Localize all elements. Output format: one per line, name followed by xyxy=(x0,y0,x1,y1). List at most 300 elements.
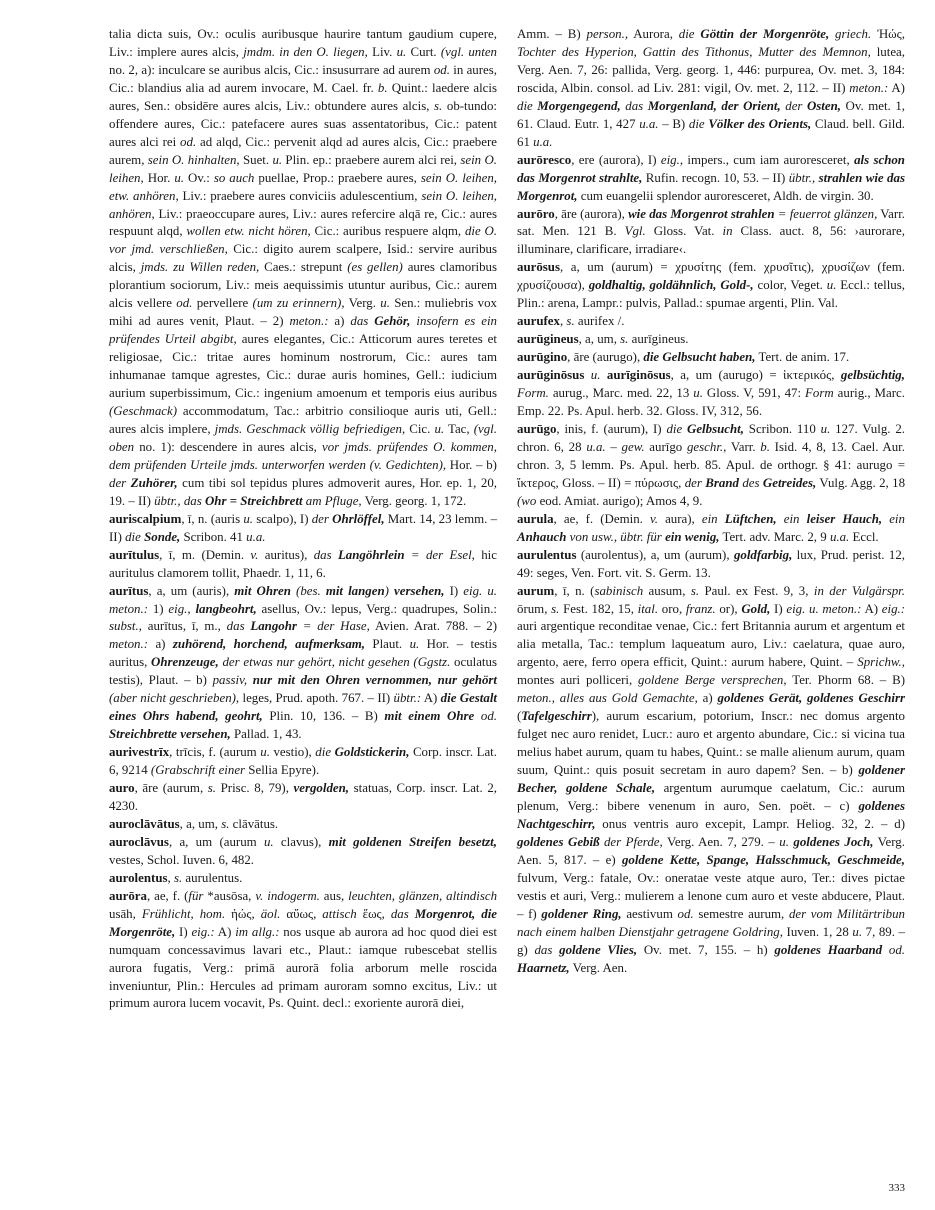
entry-text: , ae, f. ( xyxy=(146,888,189,903)
italic-text: übtr., das xyxy=(154,493,205,508)
italic-text: u. xyxy=(272,152,283,167)
lemma: auroclāvus xyxy=(109,834,169,849)
dictionary-entry xyxy=(109,780,497,816)
translation: Göttin der Morgenröte, xyxy=(700,27,830,41)
italic-text: das xyxy=(313,547,338,562)
italic-text: (es gellen) xyxy=(347,260,403,275)
entry-text: Verg. Aen. 7, 279. – xyxy=(662,834,780,849)
italic-text: = der Hase, xyxy=(296,619,370,634)
entry-text: pervellere xyxy=(192,296,253,311)
dictionary-entry xyxy=(109,583,497,745)
entry-text: color, Veget. xyxy=(753,278,827,293)
entry-text: accommodatum, Tac.: arbitrio consilioque auris uti, Gell.: aures alcis implere, xyxy=(109,404,497,436)
italic-text: s. xyxy=(221,816,230,831)
italic-text: ein xyxy=(776,511,807,526)
italic-text: der Pferde, xyxy=(599,834,663,849)
entry-text: a) xyxy=(697,691,718,706)
italic-text: Sprichw., xyxy=(857,655,905,670)
entry-text: Claud. bell. Gild. 61 xyxy=(517,116,905,149)
italic-text: jmds. Geschmack völlig befriedigen, xyxy=(214,421,406,436)
italic-text: insofern es ein prüfendes Urteil abgibt, xyxy=(109,314,497,347)
italic-text: übtr.: xyxy=(393,691,422,706)
entry-text: semestre aurum, xyxy=(693,906,789,921)
entry-text: – B) xyxy=(658,116,689,131)
italic-text: des xyxy=(738,475,763,490)
italic-text: in xyxy=(722,224,733,239)
italic-text: jmds. zu Willen reden, xyxy=(140,260,260,275)
entry-text: aures clamoribus plorantium sociorum, Liv.: meis aequissimis utuntur auribus, Cic.: aurem alcis vellere xyxy=(109,260,498,311)
translation: Ohrenzeuge, xyxy=(151,655,219,670)
entry-text: usāh, xyxy=(109,906,142,921)
entry-text: aurīgo xyxy=(644,439,687,454)
dictionary-entry xyxy=(109,888,497,1014)
italic-text: s. xyxy=(434,98,443,113)
dictionary-entry xyxy=(109,744,497,780)
translation: goldene Kette, Spange, Halsschmuck, Geschmeide, xyxy=(621,852,905,867)
translation: goldenes Haarband xyxy=(774,942,883,957)
translation: gelbsüchtig, xyxy=(840,368,905,383)
translation: Haarnetz, xyxy=(517,960,570,975)
italic-text: das xyxy=(534,942,560,957)
lemma: aurītulus xyxy=(109,547,160,562)
entry-text: Corp. inscr. Lat. 6, 9214 xyxy=(109,745,497,778)
entry-text: aurig., Marc. Emp. 22. Ps. Apul. herb. 32. Gloss. IV, 312, 56. xyxy=(517,386,905,419)
translation: Brand xyxy=(705,475,739,490)
entry-text: Eccl. xyxy=(849,529,879,544)
entry-text: , ī, n. (auris xyxy=(181,511,244,526)
entry-text: Class. auct. 8, 56: ›aurorare, illuminare, clarificare, irradiare‹. xyxy=(517,224,905,257)
italic-text: u.a. xyxy=(639,116,659,131)
italic-text: u. xyxy=(693,386,703,401)
translation: ein wenig, xyxy=(665,529,720,544)
entry-text: Sellia Epyre). xyxy=(245,763,320,778)
italic-text: das xyxy=(350,314,375,329)
translation: Lüftchen, xyxy=(724,511,777,526)
entry-text: aurifex /. xyxy=(574,314,625,329)
entry-text: cum tibi sol tepidus plures admoverit aures, Hor. ep. 1, 20, 19. – II) xyxy=(109,475,498,508)
entry-text: , inis, f. (aurum), I) xyxy=(556,421,667,436)
lemma: aurula xyxy=(517,511,554,526)
entry-text: Verg. xyxy=(344,296,381,311)
entry-text: vestes, Schol. Iuven. 6, 482. xyxy=(109,852,255,867)
translation: mit einem Ohre xyxy=(384,709,475,724)
italic-text: od. xyxy=(180,134,197,149)
translation: als schon das Morgenrot strahlte, xyxy=(517,152,905,185)
italic-text: (um zu erinnern), xyxy=(252,296,345,311)
entry-text: aurīgineus. xyxy=(628,332,689,347)
translation: Goldstickerin, xyxy=(334,745,410,760)
italic-text: s. xyxy=(207,781,217,796)
italic-text: ein xyxy=(701,511,725,526)
lemma: aurum xyxy=(517,583,555,598)
italic-text: der xyxy=(780,98,807,113)
dictionary-entry xyxy=(517,583,905,978)
italic-text: goldene Berge versprechen, xyxy=(638,673,787,688)
entry-text: 7, 89. – g) xyxy=(517,924,905,957)
dictionary-entry xyxy=(517,331,905,349)
entry-text: Plin. ep.: praebere aurem alci rei, xyxy=(282,152,461,167)
entry-text: Paul. ex Fest. 9, 3, xyxy=(699,583,814,598)
translation: Getreides, xyxy=(762,475,817,490)
italic-text: b. xyxy=(760,439,770,454)
entry-text: Ἠώς, xyxy=(871,27,905,41)
entry-text: puellae, Prop.: praebere aures, xyxy=(254,170,421,185)
lemma: aurōresco xyxy=(517,152,572,167)
italic-text: meton.: xyxy=(849,80,889,95)
italic-text: s. xyxy=(173,870,183,885)
entry-text: Ov.: xyxy=(184,170,214,185)
entry-text: A) xyxy=(421,691,441,706)
translation: goldener Becher, goldene Schale, xyxy=(517,763,905,796)
entry-text: Hor. xyxy=(143,170,175,185)
italic-text: Tochter des Hyperion, Gattin des Tithonus, Mutter des Memnon, xyxy=(517,44,871,59)
lemma: aurufex xyxy=(517,314,560,329)
dictionary-entry xyxy=(109,870,497,888)
dictionary-entry xyxy=(517,259,905,313)
entry-text: Verg. Aen. 5, 817. – e) xyxy=(517,834,905,867)
entry-text: , ī, m. (Demin. xyxy=(159,547,251,562)
translation: Völker des Orients, xyxy=(708,116,812,131)
dictionary-entry xyxy=(109,26,497,511)
translation: die Gestalt eines Ohrs habend, geohrt, xyxy=(109,691,497,724)
lemma: aurōro xyxy=(517,206,555,221)
dictionary-entry xyxy=(517,511,905,547)
translation: Osten, xyxy=(806,98,842,113)
entry-text: aurug., Marc. med. 22, 13 xyxy=(548,386,694,401)
entry-text: I) xyxy=(444,583,464,598)
entry-text: aus, xyxy=(319,888,349,903)
entry-text: Scribon. 110 xyxy=(743,421,821,436)
italic-text: u. xyxy=(779,834,789,849)
translation: Morgenrot, die Morgenröte, xyxy=(109,906,498,939)
entry-text: Isid. 4, 8, 13. Cael. Aur. chron. 3, 5 lemm. Ps. Apul. herb. 85. Apul. de orthogr. § 41: aurugo = ἴκτερος, Gloss. – II) = πύρωσις, xyxy=(517,439,905,490)
translation: Ohrlöffel, xyxy=(332,511,385,526)
italic-text: eig.: xyxy=(881,601,906,616)
entry-text: Tert. adv. Marc. 2, 9 xyxy=(719,529,830,544)
italic-text: u. xyxy=(260,745,270,760)
italic-text: sein O. leihen, etw. anhören, xyxy=(109,170,497,203)
entry-text: ad alqd, Cic.: pervenit alqd ad aures alcis, Cic.: praebere aurem, xyxy=(109,134,497,167)
entry-text: Iuven. 1, 28 xyxy=(782,924,853,939)
dictionary-entry xyxy=(517,206,905,260)
italic-text: od. xyxy=(882,942,905,957)
entry-text: (aurolentus), a, um (aurum), xyxy=(576,547,734,562)
entry-text: Pallad. 1, 43. xyxy=(230,727,302,742)
italic-text: ein xyxy=(882,511,905,526)
entry-text: Plin. 10, 136. – B) xyxy=(262,709,385,724)
translation: versehen, xyxy=(394,583,445,598)
italic-text: s. xyxy=(566,314,575,329)
left-column xyxy=(109,26,497,1013)
italic-text: jmdm. in den O. liegen, xyxy=(243,44,368,59)
entry-text: auri argentique reconditae venae, Cic.: fert Britannia aurum et argentum et alia metalla, Tac.: templum laqueatum auro, Liv.: caelatura, quae auro, argento, aere, ferro opera efficit, Quint.: aurum habere, Quint. – xyxy=(517,619,905,670)
entry-text: Liv. xyxy=(367,44,397,59)
entry-text: Vulg. Agg. 2, 18 xyxy=(816,475,906,490)
lemma: auroclāvātus xyxy=(109,816,180,831)
entry-text: A) xyxy=(861,601,882,616)
italic-text: für xyxy=(188,888,204,903)
entry-text: , a, um (aurum) = χρυσίτης (fem. χρυσῖτις), χρυσίζων (fem. χρυσίζουσα), xyxy=(517,260,905,293)
entry-text: A) xyxy=(214,924,236,939)
entry-text: Tac, xyxy=(444,421,474,436)
translation: Anhauch xyxy=(517,529,567,544)
italic-text: v. indogerm. xyxy=(255,888,320,903)
lemma: auriscalpium xyxy=(109,511,182,526)
entry-text: Cic.: digito aurem scalpere, Isid.: servire auribus alcis, xyxy=(109,242,497,275)
lemma: aurūgo xyxy=(517,421,557,436)
entry-text: , a, um, xyxy=(179,816,222,831)
italic-text: eig.: xyxy=(191,924,215,939)
lemma: aurolentus xyxy=(109,870,168,885)
translation: Gold, xyxy=(741,601,771,616)
entry-text: Avien. Arat. 788. – 2) xyxy=(369,619,498,634)
italic-text: sabinisch xyxy=(594,583,644,598)
entry-text: , a, um (auris), xyxy=(148,583,235,598)
dictionary-entry xyxy=(517,421,905,511)
entry-text: vestio), xyxy=(269,745,316,760)
entry-text: asellus, Ov.: lepus, Verg.: quadrupes, Solin.: xyxy=(256,601,498,616)
italic-text: der xyxy=(311,511,333,526)
italic-text: das xyxy=(226,619,251,634)
entry-text: Curt. xyxy=(406,44,441,59)
italic-text: od. xyxy=(176,296,193,311)
translation: wie das Morgenrot strahlen xyxy=(628,206,775,221)
entry-text: no. 2, a): inculcare se auribus alcis, Cic.: insusurrare ad aurem xyxy=(109,62,434,77)
italic-text: vor jmds. prüfendes O. kommen, dem prüfenden Urteile jmds. unterworfen werden (v. Gedichten), xyxy=(109,439,497,472)
entry-text: , a, um (aurugo) = ἰκτερικός, xyxy=(670,368,841,383)
italic-text: Form xyxy=(805,386,834,401)
entry-text: argentum aurumque caelatum, Cic.: aurum plenum, Verg.: bibere venenum in auro, Sen. poët. – c) xyxy=(517,781,906,813)
italic-text: Frühlicht, hom. xyxy=(141,906,226,921)
entry-text: lux, Prud. perist. 12, 49: seges, Ven. Fort. vit. S. Germ. 13. xyxy=(517,547,905,580)
lemma: aurivestrīx xyxy=(109,745,170,760)
dictionary-entry xyxy=(517,547,905,583)
entry-text: , trīcis, f. (aurum xyxy=(169,745,261,760)
entry-text: aures elegantes, Cic.: Atticorum aures teretes et religiosae, Cic.: tritae aures hominum nostrorum, Cic.: aures tam inhumanae tamque agrestes, Cic.: durae auris homines, Gell.: iudicium aurium superbissimum, Cic.: ingenium amoenum et temporis eius auribus xyxy=(109,332,497,401)
translation: goldenes Joch, xyxy=(793,834,874,849)
entry-text: nos usque ab aurora ad hoc quod diei est numquam concessavimus lavari etc., Plaut.: iamque rubescebat stellis aurora fugatis, Verg.: primā aurorā folia arborum melle roscida inveniuntur, Plin.: Hercules ad primam auroram somno excitus, Liv.: ut primum aurora lucem vocavit, Ps. Quint. decl.: exoriente aurorā diei, xyxy=(109,924,497,1011)
dictionary-entry xyxy=(517,367,905,421)
italic-text: sein O. leihen, anhören, xyxy=(109,188,497,221)
italic-text: v. xyxy=(250,547,259,562)
entry-text: , a, um, xyxy=(578,332,621,347)
translation: mit Ohren xyxy=(234,583,291,598)
lemma: aurōsus xyxy=(517,260,560,275)
entry-text: I) xyxy=(175,924,192,939)
italic-text: (bes. xyxy=(290,583,326,598)
dictionary-entry xyxy=(517,152,905,206)
italic-text: so auch xyxy=(213,170,255,185)
italic-text: leuchten, glänzen, altindisch xyxy=(348,888,498,903)
entry-text: impers., cum iam auroresceret, xyxy=(683,152,855,167)
translation: goldenes Gerät, goldenes Geschirr xyxy=(717,691,905,706)
entry-text: , a, um (aurum xyxy=(168,834,264,849)
entry-text: statuas, Corp. inscr. Lat. 2, 4230. xyxy=(109,781,497,813)
italic-text: subst., xyxy=(109,619,142,634)
entry-text: I) xyxy=(770,601,787,616)
translation: goldfarbig, xyxy=(733,547,793,562)
italic-text: im allg.: xyxy=(235,924,280,939)
entry-text: Cic. xyxy=(405,421,435,436)
italic-text: = der Esel, xyxy=(404,547,475,562)
italic-text: (wo xyxy=(517,493,537,508)
entry-text: Gloss. V, 591, 47: xyxy=(702,386,806,401)
entry-text: – xyxy=(605,439,622,454)
translation: Morgenland, der Orient, xyxy=(647,98,781,113)
italic-text: eig., xyxy=(168,601,196,616)
entry-text: Varr. sat. Men. 121 B. xyxy=(517,206,905,239)
entry-text: oculatus testis), Plaut. – b) xyxy=(109,655,497,688)
translation: Sonde, xyxy=(144,529,181,544)
lemma: aurīginōsus xyxy=(606,368,671,383)
translation: Gelbsucht, xyxy=(687,421,744,436)
italic-text: von usw., übtr. für xyxy=(566,529,666,544)
italic-text: die xyxy=(517,98,538,113)
entry-text: Ter. Phorm 68. – B) xyxy=(786,673,905,688)
italic-text: (aber nicht geschrieben), xyxy=(109,691,240,706)
dictionary-entry xyxy=(517,313,905,331)
entry-text: a) xyxy=(328,314,351,329)
entry-text: ), aurum escarium, potorium, Inscr.: nec domus argento fulget nec auro renidet, Lucr.: auro et argento abundare, Cic.: si vicina tua melius habet aurum, quam tu habes, Quint.: se malle alienum aurum, quam suum, Quint.: quis posuit secretam in auro dapem? Sen. – b) xyxy=(517,709,905,778)
translation: Streichbrette versehen, xyxy=(109,727,231,742)
translation: leiser Hauch, xyxy=(806,511,883,526)
entry-text: ob-tundo: offendere aures, Cic.: patefacere aures suas assentatoribus, Cic.: patent aures alci rei xyxy=(109,98,497,149)
italic-text: sein O. hinhalten, xyxy=(147,152,240,167)
italic-text: u. xyxy=(396,44,407,59)
entry-text: , āre (aurora), xyxy=(554,206,629,221)
italic-text: u. xyxy=(852,924,863,939)
italic-text: Vgl. xyxy=(624,224,646,239)
entry-text: scalpo), I) xyxy=(253,511,312,526)
entry-text: Ov. met. 1, 61. Claud. Eutr. 1, 427 xyxy=(517,98,905,131)
entry-text: cum euangelii splendor auroresceret, Aldh. de virgin. 30. xyxy=(577,188,874,203)
entry-text: clāvātus. xyxy=(229,816,279,831)
translation: nur mit den Ohren vernommen, nur gehört xyxy=(252,673,498,688)
entry-text: Suet. xyxy=(239,152,273,167)
italic-text: franz. xyxy=(685,601,716,616)
entry-text: Aurora, xyxy=(628,27,679,41)
translation: Tafelgeschirr xyxy=(521,709,592,724)
italic-text: gew. xyxy=(621,439,645,454)
entry-text: Gloss. Vat. xyxy=(645,224,723,239)
entry-text: , xyxy=(559,314,567,329)
entry-text: , āre (aurum, xyxy=(134,781,208,796)
italic-text: u. xyxy=(434,421,445,436)
translation: vergolden, xyxy=(293,781,350,796)
translation: die Gelbsucht haben, xyxy=(643,350,756,365)
translation: goldhaltig, goldähnlich, Gold-, xyxy=(588,278,754,293)
entry-text: Scribon. 41 xyxy=(180,529,247,544)
italic-text: die xyxy=(315,745,335,760)
lemma: aurītus xyxy=(109,583,149,598)
italic-text: eig., xyxy=(660,152,684,167)
italic-text: der etwas nur gehört, nicht gesehen (Ggstz. xyxy=(218,655,451,670)
entry-text: Liv.: praebere aures conviciis adulescentium, xyxy=(178,188,422,203)
translation: langbeohrt, xyxy=(195,601,257,616)
italic-text: eig. u. meton.: xyxy=(786,601,862,616)
italic-text: der xyxy=(109,475,131,490)
entry-text: Hor. – testis auritus, xyxy=(109,637,498,670)
italic-text: ) xyxy=(384,583,395,598)
italic-text: eig. u. meton.: xyxy=(109,583,497,616)
translation: Morgengegend, xyxy=(537,98,621,113)
italic-text: v. xyxy=(649,511,658,526)
entry-text: hic auritulus clamorem tollit, Phaedr. 1, 11, 6. xyxy=(109,547,497,580)
italic-text: (vgl. unten xyxy=(440,44,498,59)
entry-text: Liv.: praeoccupare aures, Liv.: aures refercire alqā re, Cic.: aures respuunt alqd, xyxy=(109,206,497,239)
entry-text: A) xyxy=(888,80,905,95)
entry-text: Caes.: strepunt xyxy=(259,260,348,275)
translation: goldenes Gebiß xyxy=(517,834,600,849)
dictionary-entry xyxy=(517,349,905,367)
italic-text: das xyxy=(390,906,415,921)
entry-text: in aures, Cic.: blandius alia ad aurem invocare, M. Cael. fr. xyxy=(109,62,497,95)
italic-text: u. xyxy=(826,278,837,293)
italic-text: in der Vulgärspr. xyxy=(813,583,905,598)
entry-text: no. 1): descendere in aures alcis, xyxy=(134,439,322,454)
italic-text: u. xyxy=(590,368,601,383)
italic-text: passiv, xyxy=(212,673,253,688)
italic-text: u. xyxy=(820,421,831,436)
italic-text: person., xyxy=(586,27,629,41)
italic-text: die xyxy=(688,116,709,131)
dictionary-entry xyxy=(109,816,497,834)
entry-text: Eccl.: tellus, Plin.: arena, Lampr.: pulvis, Pallad.: spumae argenti, Plin. Val. xyxy=(517,278,905,311)
entry-text: Tert. de anim. 17. xyxy=(755,350,850,365)
italic-text: u. xyxy=(380,296,390,311)
italic-text: meton.: xyxy=(109,637,149,652)
entry-text: Sen.: muliebris vox mihi ad aures venit, Plaut. – 2) xyxy=(109,296,497,329)
entry-text: montes auri polliceri, xyxy=(517,673,639,688)
entry-text: , ī, n. ( xyxy=(554,583,595,598)
entry-text: , āre (aurugo), xyxy=(567,350,644,365)
entry-text: aurulentus. xyxy=(182,870,243,885)
italic-text: (Geschmack) xyxy=(109,404,177,419)
italic-text: od. xyxy=(433,62,450,77)
entry-text: αὔως, xyxy=(280,906,323,921)
italic-text: Form. xyxy=(517,386,549,401)
entry-text: ἠώς, xyxy=(225,906,261,921)
page-number: 333 xyxy=(888,1182,905,1194)
entry-text: , ae, f. (Demin. xyxy=(553,511,650,526)
translation: Gehör, xyxy=(374,314,411,329)
translation: Langöhrlein xyxy=(337,547,405,562)
translation: mit goldenen Streifen besetzt, xyxy=(328,834,497,849)
entry-text: Quint.: laedere alcis aures, Sen.: obsidēre aures alcis, Liv.: obtundere aures alcis, xyxy=(109,80,497,113)
italic-text: der vom Militärtribun nach einem halben Dienstjahr getragene Goldring, xyxy=(517,906,905,939)
lemma: auro xyxy=(109,781,135,796)
entry-text: ausum, xyxy=(643,583,691,598)
entry-text: ( xyxy=(517,709,522,724)
italic-text: (Grabschrift einer xyxy=(150,763,246,778)
translation: strahlen wie das Morgenrot, xyxy=(517,170,905,203)
dictionary-entry xyxy=(109,547,497,583)
entry-text: Plaut. xyxy=(365,637,410,652)
italic-text: griech. xyxy=(829,27,872,41)
entry-text: 1) xyxy=(148,601,169,616)
italic-text: die xyxy=(678,27,701,41)
lemma: aurūgino xyxy=(517,350,568,365)
dictionary-entry xyxy=(109,834,497,870)
entry-text: auritus), xyxy=(258,547,314,562)
entry-text: Rufin. recogn. 10, 53. – II) xyxy=(642,170,789,185)
italic-text: u. xyxy=(243,511,253,526)
italic-text: u. xyxy=(174,170,185,185)
entry-text: Cic.: auribus respuere alqm, xyxy=(310,224,465,239)
entry-text: eod. Amiat. aurigo); Amos 4, 9. xyxy=(536,493,703,508)
italic-text: od. xyxy=(677,906,694,921)
italic-text: übtr., xyxy=(788,170,819,185)
